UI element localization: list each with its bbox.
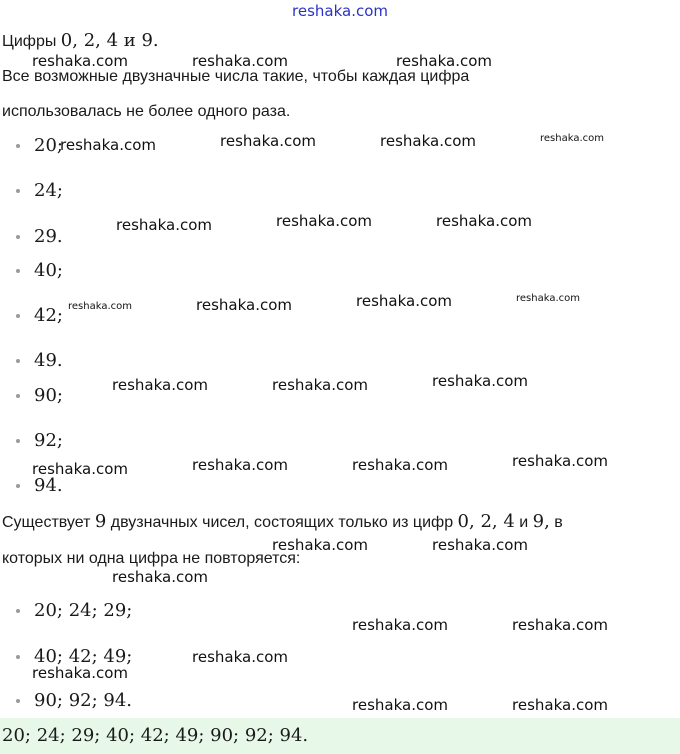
watermark: reshaka.com — [352, 456, 448, 474]
watermark: reshaka.com — [196, 296, 292, 314]
number-value: 49. — [34, 350, 63, 371]
conclusion-text: и — [519, 514, 529, 531]
bullet-icon — [16, 699, 20, 703]
number-value: 40; — [34, 260, 63, 281]
bullet-icon — [16, 359, 20, 363]
watermark: reshaka.com — [32, 664, 128, 682]
bullet-icon — [16, 655, 20, 659]
number-value: 20; — [34, 135, 63, 156]
conclusion-text: в — [554, 514, 563, 531]
number-value: 92; — [34, 430, 63, 451]
watermark: reshaka.com — [192, 456, 288, 474]
watermark: reshaka.com — [512, 616, 608, 634]
watermark: reshaka.com — [432, 372, 528, 390]
conclusion-digits: 0, 2, 4 — [457, 511, 515, 532]
watermark: reshaka.com — [512, 452, 608, 470]
watermark: reshaka.com — [380, 132, 476, 150]
watermark: reshaka.com — [432, 536, 528, 554]
group-values: 20; 24; 29; — [34, 600, 133, 621]
bullet-icon — [16, 189, 20, 193]
answer-box — [0, 718, 680, 754]
watermark: reshaka.com — [272, 536, 368, 554]
watermark: reshaka.com — [272, 376, 368, 394]
watermark: reshaka.com — [68, 301, 132, 312]
condition-line-2: использовалась не более одного раза. — [2, 103, 291, 120]
conclusion-line-1 — [2, 512, 563, 533]
site-header-watermark: reshaka.com — [292, 2, 388, 20]
answer-text: 20; 24; 29; 40; 42; 49; 90; 92; 94. — [2, 725, 309, 746]
watermark: reshaka.com — [540, 133, 604, 144]
number-value: 94. — [34, 475, 63, 496]
group-values: 40; 42; 49; — [34, 646, 133, 667]
watermark: reshaka.com — [220, 132, 316, 150]
bullet-icon — [16, 235, 20, 239]
conclusion-line-2: которых ни одна цифра не повторяется: — [2, 550, 301, 567]
conclusion-text: Существует — [2, 514, 91, 531]
number-value: 42; — [34, 305, 63, 326]
number-value: 90; — [34, 385, 63, 406]
bullet-icon — [16, 314, 20, 318]
watermark: reshaka.com — [352, 616, 448, 634]
watermark: reshaka.com — [512, 696, 608, 714]
watermark: reshaka.com — [192, 52, 288, 70]
watermark: reshaka.com — [352, 696, 448, 714]
conclusion-digits: 9, — [532, 511, 550, 532]
bullet-icon — [16, 269, 20, 273]
conclusion-count: 9 — [94, 511, 107, 532]
watermark: reshaka.com — [192, 648, 288, 666]
watermark: reshaka.com — [396, 52, 492, 70]
given-line — [2, 31, 159, 52]
watermark: reshaka.com — [32, 52, 128, 70]
given-label: Цифры — [2, 33, 57, 50]
number-value: 24; — [34, 180, 63, 201]
condition-line-1: Все возможные двузначные числа такие, чтобы каждая цифра — [2, 68, 470, 85]
conclusion-text: двузначных чисел, состоящих только из цифр — [110, 514, 454, 531]
bullet-icon — [16, 144, 20, 148]
watermark: reshaka.com — [112, 376, 208, 394]
watermark: reshaka.com — [32, 460, 128, 478]
bullet-icon — [16, 484, 20, 488]
watermark: reshaka.com — [276, 212, 372, 230]
bullet-icon — [16, 609, 20, 613]
number-value: 29. — [34, 226, 63, 247]
group-values: 90; 92; 94. — [34, 690, 133, 711]
watermark: reshaka.com — [112, 568, 208, 586]
bullet-icon — [16, 439, 20, 443]
watermark: reshaka.com — [356, 292, 452, 310]
bullet-icon — [16, 394, 20, 398]
watermark: reshaka.com — [116, 216, 212, 234]
watermark: reshaka.com — [516, 293, 580, 304]
watermark: reshaka.com — [436, 212, 532, 230]
watermark: reshaka.com — [60, 136, 156, 154]
given-digits: 0, 2, 4 и 9. — [60, 30, 159, 51]
